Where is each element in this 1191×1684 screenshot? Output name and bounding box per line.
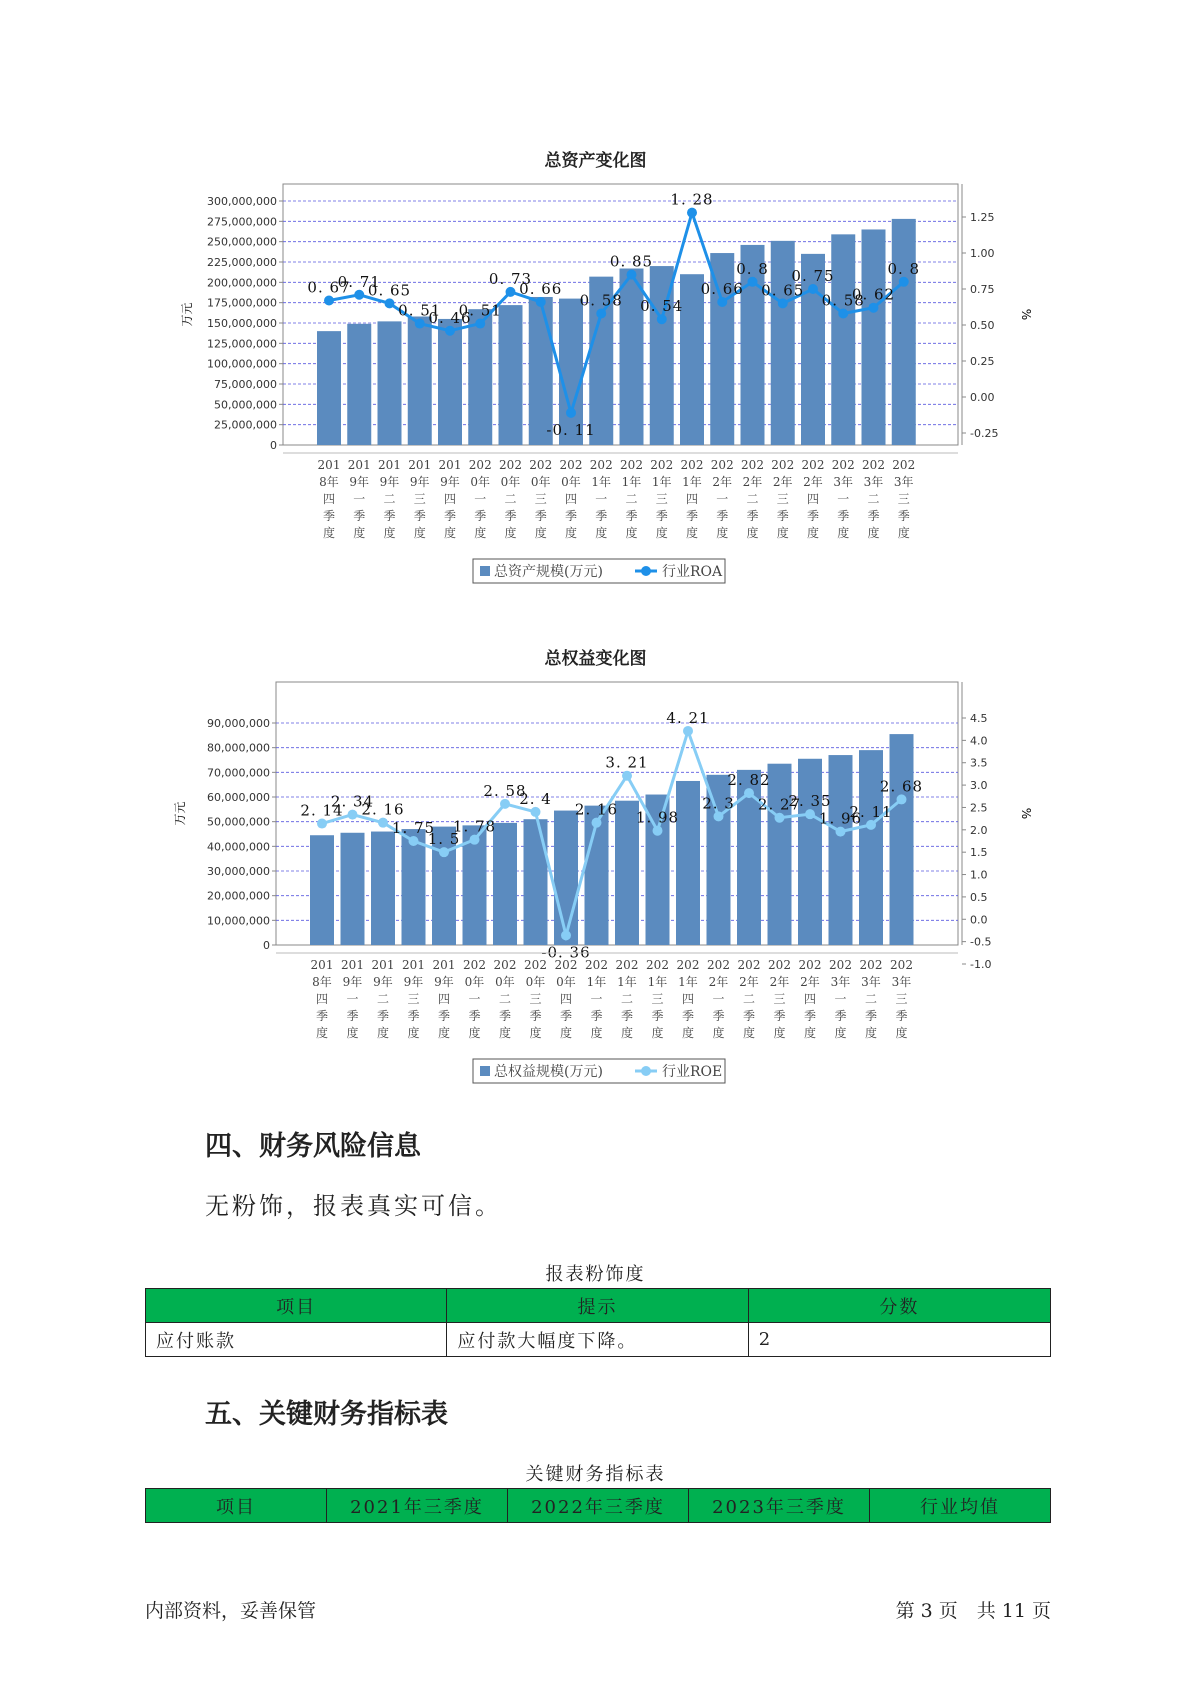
line-point xyxy=(415,319,425,329)
line-point xyxy=(866,820,876,830)
data-label: 2. 3 xyxy=(702,794,735,813)
x-tick-label: 202 3年一季度 xyxy=(831,458,855,540)
x-tick-label: 202 2年二季度 xyxy=(741,458,764,540)
line-point xyxy=(627,270,637,280)
bar xyxy=(524,819,548,945)
data-label: 2. 35 xyxy=(788,792,832,811)
legend-bar-label: 总权益规模(万元) xyxy=(494,1064,603,1080)
x-tick-label: 202 1年一季度 xyxy=(585,958,608,1040)
y2-tick-label: 1.5 xyxy=(970,846,988,860)
x-tick-label: 202 2年一季度 xyxy=(710,458,734,540)
line-point xyxy=(836,827,846,837)
x-tick-label: 202 1年二季度 xyxy=(615,958,639,1040)
line-point xyxy=(354,290,364,300)
data-label: 2. 58 xyxy=(483,781,527,800)
chart-title-assets: 总资产变化图 xyxy=(544,151,647,171)
bar xyxy=(676,781,700,945)
bar xyxy=(493,823,517,945)
x-tick-label: 202 2年四季度 xyxy=(798,958,822,1040)
y2-axis-title: % xyxy=(1019,807,1033,820)
line-point xyxy=(657,314,667,324)
y2-tick-label: 0.50 xyxy=(970,319,995,332)
data-label: 0. 65 xyxy=(367,281,412,300)
x-tick-label: 202 0年三季度 xyxy=(524,958,547,1040)
y2-tick-label: 1.25 xyxy=(970,211,995,224)
y2-axis-title: % xyxy=(1019,308,1033,321)
table-header-cell: 行业均值 xyxy=(870,1489,1051,1523)
x-tick-label: 202 3年三季度 xyxy=(890,958,913,1040)
section4-text: 无粉饰，报表真实可信。 xyxy=(205,1192,502,1220)
x-tick-label: 202 0年二季度 xyxy=(499,458,522,540)
data-label: 0. 46 xyxy=(428,308,472,327)
data-label: 0. 51 xyxy=(458,301,502,320)
table-cell: 应付账款 xyxy=(146,1323,447,1357)
y2-tick-label: 4.5 xyxy=(970,712,988,725)
line-point xyxy=(566,408,576,418)
y-tick-label: 60,000,000 xyxy=(207,791,270,804)
line-point xyxy=(324,296,334,306)
x-tick-label: 202 2年三季度 xyxy=(771,458,795,540)
x-tick-label: 202 3年一季度 xyxy=(829,958,852,1040)
y-tick-label: 250,000,000 xyxy=(207,235,277,249)
line-point xyxy=(838,308,848,318)
line-point xyxy=(748,277,758,287)
line-point xyxy=(317,819,327,829)
x-tick-label: 202 1年四季度 xyxy=(680,458,704,540)
line-point xyxy=(717,297,727,307)
y2-tick-label: 0.00 xyxy=(970,391,995,404)
y-tick-label: 275,000,000 xyxy=(207,215,277,229)
data-label: 1. 78 xyxy=(452,817,497,836)
table-header-cell: 2023年三季度 xyxy=(689,1489,870,1523)
bar xyxy=(378,321,402,445)
x-tick-label: 202 2年一季度 xyxy=(707,958,730,1040)
x-tick-label: 202 2年四季度 xyxy=(801,458,825,540)
line-point xyxy=(439,847,449,857)
table-header-cell: 项目 xyxy=(146,1289,447,1323)
data-label: 0. 67 xyxy=(307,278,351,297)
bar xyxy=(341,833,365,945)
section5-heading: 五、关键财务指标表 xyxy=(205,1399,448,1430)
x-tick-label: 202 0年二季度 xyxy=(493,958,517,1040)
bar xyxy=(468,309,492,445)
data-label: 0. 58 xyxy=(821,291,865,310)
x-tick-label: 202 1年二季度 xyxy=(620,458,643,540)
footer-page-number: 第 3 页 共 11 页 xyxy=(895,1600,1051,1622)
line-point xyxy=(778,298,788,308)
line-point xyxy=(470,835,480,845)
y-tick-label: 50,000,000 xyxy=(207,815,270,829)
table-header-row xyxy=(146,1489,1051,1523)
line-point xyxy=(500,799,510,809)
data-label: 2. 11 xyxy=(849,802,893,821)
x-tick-label: 202 1年一季度 xyxy=(589,458,613,540)
x-tick-label: 201 9年二季度 xyxy=(371,958,395,1040)
line-point xyxy=(714,811,724,821)
y-tick-label: 10,000,000 xyxy=(207,914,270,928)
table-header-cell: 提示 xyxy=(447,1289,748,1323)
data-label: 0. 54 xyxy=(640,297,684,316)
table-header-cell: 2022年三季度 xyxy=(508,1489,689,1523)
y-tick-label: 70,000,000 xyxy=(207,766,270,780)
y-tick-label: 50,000,000 xyxy=(214,398,277,412)
line-point xyxy=(592,818,602,828)
line-point xyxy=(805,809,815,819)
table-header-cell: 2021年三季度 xyxy=(327,1489,508,1523)
data-label: 0. 8 xyxy=(887,259,921,278)
data-label: 2. 68 xyxy=(879,777,924,796)
x-tick-label: 202 1年三季度 xyxy=(650,458,674,540)
indicator-table-caption: 关键财务指标表 xyxy=(525,1464,666,1485)
data-label: 2. 14 xyxy=(300,801,344,820)
x-tick-label: 201 9年四季度 xyxy=(438,458,462,540)
y2-tick-label: 0.0 xyxy=(970,913,988,927)
y-tick-label: 150,000,000 xyxy=(207,317,277,330)
bar xyxy=(892,219,916,445)
x-tick-label: 201 9年三季度 xyxy=(402,958,425,1040)
data-label: 0. 73 xyxy=(488,269,533,288)
bar xyxy=(862,229,886,445)
y2-tick-label: 2.5 xyxy=(970,801,988,815)
line-point xyxy=(475,319,485,329)
y-tick-label: 30,000,000 xyxy=(207,865,270,878)
data-label: 0. 85 xyxy=(609,252,654,271)
bar xyxy=(499,305,523,445)
x-tick-label: 201 9年一季度 xyxy=(341,958,364,1040)
x-tick-label: 202 3年二季度 xyxy=(862,458,885,540)
y2-tick-label: -1.0 xyxy=(970,958,992,971)
data-label: 2. 4 xyxy=(519,789,552,808)
legend-bar-swatch xyxy=(480,566,490,576)
bar xyxy=(554,811,578,945)
line-point xyxy=(531,807,541,817)
assets-chart xyxy=(0,170,1191,590)
line-point xyxy=(687,208,697,218)
x-tick-label: 202 1年四季度 xyxy=(676,958,700,1040)
y-tick-label: 20,000,000 xyxy=(207,889,270,903)
data-label: 0. 66 xyxy=(519,279,563,298)
equity-chart xyxy=(0,670,1191,1090)
legend-bar-label: 总资产规模(万元) xyxy=(494,564,603,580)
x-tick-label: 202 2年二季度 xyxy=(737,958,761,1040)
table-header-row xyxy=(146,1289,1051,1323)
bar xyxy=(798,759,822,945)
line-point xyxy=(445,326,455,336)
line-point xyxy=(775,813,785,823)
y-tick-label: 80,000,000 xyxy=(207,741,270,755)
data-label: 0. 66 xyxy=(700,279,744,298)
data-label: 0. 51 xyxy=(398,301,442,320)
legend-line-label: 行业ROE xyxy=(662,1064,723,1080)
x-tick-label: 201 9年三季度 xyxy=(408,458,432,540)
legend-line-label: 行业ROA xyxy=(662,564,723,580)
footer-left: 内部资料，妥善保管 xyxy=(145,1600,317,1622)
data-label: 0. 71 xyxy=(337,272,381,291)
data-label: 0. 65 xyxy=(761,281,805,300)
data-label: 2. 27 xyxy=(757,795,802,814)
y2-tick-label: -0.5 xyxy=(970,935,992,949)
y-tick-label: 75,000,000 xyxy=(214,378,277,391)
bar xyxy=(438,319,462,445)
y-tick-label: 0 xyxy=(270,439,277,452)
y-tick-label: 100,000,000 xyxy=(207,357,277,371)
bar xyxy=(310,835,334,945)
y-tick-label: 300,000,000 xyxy=(207,195,277,208)
bar xyxy=(890,734,914,945)
data-label: 0. 8 xyxy=(736,259,769,278)
y-tick-label: 90,000,000 xyxy=(207,717,270,730)
x-tick-label: 201 8年四季度 xyxy=(310,958,334,1040)
data-label: 2. 34 xyxy=(330,792,375,811)
risk-table xyxy=(145,1288,1051,1357)
y-axis-title: 万元 xyxy=(173,801,187,826)
bar xyxy=(402,829,426,945)
bar xyxy=(829,755,853,945)
data-label: 4. 21 xyxy=(666,708,710,727)
table-row xyxy=(146,1323,1051,1357)
bar xyxy=(680,274,704,445)
x-tick-label: 201 9年一季度 xyxy=(347,458,371,540)
line-point xyxy=(899,277,909,287)
y-tick-label: 25,000,000 xyxy=(214,418,277,432)
x-tick-label: 201 9年四季度 xyxy=(432,958,456,1040)
x-tick-label: 202 3年二季度 xyxy=(859,958,883,1040)
bar xyxy=(347,324,371,445)
chart-title-equity: 总权益变化图 xyxy=(544,649,647,669)
x-tick-label: 202 0年一季度 xyxy=(463,958,486,1040)
y-tick-label: 40,000,000 xyxy=(207,840,270,854)
data-label: 0. 58 xyxy=(579,291,623,310)
x-tick-label: 201 8年四季度 xyxy=(317,458,341,540)
data-label: 2. 16 xyxy=(361,800,405,819)
bar xyxy=(831,234,855,445)
line-point xyxy=(385,298,395,308)
legend-line-marker xyxy=(641,1066,651,1076)
data-label: 0. 62 xyxy=(851,285,896,304)
data-label: -0. 36 xyxy=(541,943,591,962)
y2-tick-label: 4.0 xyxy=(970,734,988,748)
data-label: 0. 75 xyxy=(791,267,835,285)
y2-tick-label: 0.5 xyxy=(970,890,988,904)
table-cell: 2 xyxy=(748,1323,1050,1357)
x-tick-label: 202 3年三季度 xyxy=(892,458,916,540)
y2-tick-label: 0.25 xyxy=(970,355,995,368)
line-point xyxy=(348,810,358,820)
line-point xyxy=(808,284,818,294)
line-point xyxy=(897,794,907,804)
y-tick-label: 125,000,000 xyxy=(207,337,277,351)
data-label: 1. 5 xyxy=(427,830,461,849)
x-tick-label: 201 9年二季度 xyxy=(378,458,401,540)
line-point xyxy=(561,930,571,940)
data-label: 3. 21 xyxy=(605,753,649,772)
line-point xyxy=(744,788,754,798)
data-label: -0. 11 xyxy=(546,420,596,439)
y2-tick-label: 2.0 xyxy=(970,823,988,837)
risk-table-caption: 报表粉饰度 xyxy=(545,1264,646,1285)
bar xyxy=(768,764,792,945)
line-point xyxy=(506,287,516,297)
bar xyxy=(620,269,644,445)
y-tick-label: 175,000,000 xyxy=(207,296,277,310)
line-point xyxy=(536,297,546,307)
bar xyxy=(317,331,341,445)
x-tick-label: 202 2年三季度 xyxy=(768,958,791,1040)
y-tick-label: 0 xyxy=(263,939,270,952)
bar xyxy=(408,316,432,445)
legend-line-marker xyxy=(641,566,651,576)
line-point xyxy=(409,836,419,846)
data-label: 1. 98 xyxy=(635,808,680,827)
indicator-table xyxy=(145,1488,1051,1523)
data-label: 1. 28 xyxy=(670,190,714,209)
legend-bar-swatch xyxy=(480,1066,490,1076)
data-label: 1. 75 xyxy=(391,819,436,837)
x-tick-label: 202 0年一季度 xyxy=(468,458,492,540)
line-point xyxy=(683,726,693,736)
table-cell: 应付款大幅度下降。 xyxy=(447,1323,748,1357)
y2-tick-label: 0.75 xyxy=(970,283,995,296)
line-point xyxy=(869,303,879,313)
line-point xyxy=(622,771,632,781)
x-tick-label: 202 0年三季度 xyxy=(529,458,553,540)
line-point xyxy=(596,308,606,318)
bar xyxy=(371,832,395,945)
x-tick-label: 202 0年四季度 xyxy=(554,958,578,1040)
y2-tick-label: -0.25 xyxy=(970,427,999,440)
y2-tick-label: 1.00 xyxy=(970,247,995,260)
x-tick-label: 202 0年四季度 xyxy=(559,458,583,540)
y-axis-title: 万元 xyxy=(180,302,194,327)
table-header-cell: 项目 xyxy=(146,1489,327,1523)
y2-tick-label: 3.0 xyxy=(970,779,988,793)
y-tick-label: 200,000,000 xyxy=(207,276,277,290)
line-point xyxy=(653,826,663,836)
data-label: 2. 82 xyxy=(727,771,771,790)
table-header-cell: 分数 xyxy=(748,1289,1050,1323)
data-label: 1. 96 xyxy=(818,809,863,828)
data-label: 2. 16 xyxy=(574,800,619,819)
section4-heading: 四、财务风险信息 xyxy=(205,1131,421,1162)
y2-tick-label: 1.0 xyxy=(970,868,988,882)
x-tick-label: 202 1年三季度 xyxy=(646,958,669,1040)
y-tick-label: 225,000,000 xyxy=(207,256,277,269)
y2-tick-label: 3.5 xyxy=(970,756,988,770)
line-point xyxy=(378,818,388,828)
